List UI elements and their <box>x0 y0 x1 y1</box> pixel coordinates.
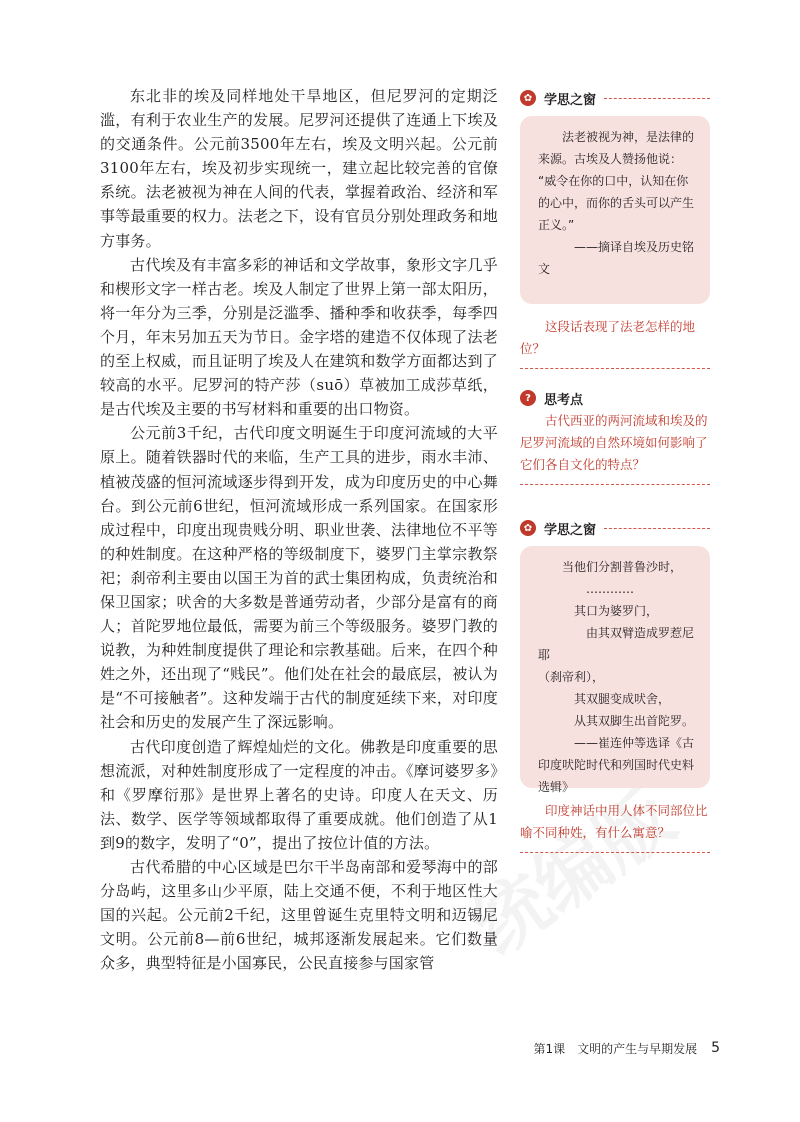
paragraph-egypt-politics: 东北非的埃及同样地处干旱地区，但尼罗河的定期泛滥，有利于农业生产的发展。尼罗河还提供了连通上下埃及的交通条件。公元前3500年左右，埃及文明兴起。公元前3100年左右，埃及初步实现统一，建立起比较完善的官僚系统。法老被视为神在人间的代表，掌握着政治、经济和军事等最重要的权力。法老之下，设有官员分别处理政务和地方事务。 <box>100 87 498 250</box>
sidebar-box-study-window-1 <box>520 88 710 369</box>
poem-line: 从其双脚生出首陀罗。 <box>574 714 695 728</box>
poem-line: 其双腿变成吠舍， <box>574 692 671 706</box>
sidebar-title: 学思之窗 <box>544 92 597 108</box>
sidebar-divider <box>520 368 710 369</box>
sidebar-divider <box>520 484 710 485</box>
sidebar-header <box>520 388 710 408</box>
poem-box <box>520 546 710 794</box>
main-text-column <box>100 84 498 975</box>
paragraph-india-caste: 公元前3千纪，古代印度文明诞生于印度河流域的大平原上。随着铁器时代的来临，生产工具的进步，雨水丰沛、植被茂盛的恒河流域逐步得到开发，成为印度历史的中心舞台。到公元前6世纪，恒河流域形成一系列国家。在国家形成过程中，印度出现贵贱分明、职业世袭、法律地位不平等的种姓制度。在这种严格的等级制度下，婆罗门主掌宗教祭祀；刹帝利主要由以国王为首的武士集团构成，负责统治和保卫国家；吠舍的大多数是普通劳动者，少部分是富有的商人；首陀罗地位最低，需要为前三个等级服务。婆罗门教的说教，为种姓制度提供了理论和宗教基础。后来，在四个种姓之外，还出现了“贱民”。他们处在社会的最底层，被认为是“不可接触者”。这种发端于古代的制度延续下来，对印度社会和历史的发展产生了深远影响。 <box>100 424 498 732</box>
page-number: 5 <box>711 1040 720 1056</box>
sidebar-title: 学思之窗 <box>544 522 597 538</box>
sidebar-box-think-point <box>520 388 710 485</box>
question-mark-icon: ? <box>520 390 536 406</box>
sidebar-divider <box>520 852 710 853</box>
paragraph-greece: 古代希腊的中心区域是巴尔干半岛南部和爱琴海中的部分岛屿，这里多山少平原，陆上交通不便，不利于地区性大国的兴起。公元前2千纪，这里曾诞生克里特文明和迈锡尼文明。公元前8—前6世纪，城邦逐渐发展起来。它们数量众多，典型特征是小国寡民，公民直接参与国家管 <box>100 858 498 973</box>
sidebar-header <box>520 88 710 108</box>
sidebar-header <box>520 518 710 538</box>
question-text: 这段话表现了法老怎样的地位？ <box>520 319 696 356</box>
poem-source: ——崔连仲等选译《古印度吠陀时代和列国时代史料选辑》 <box>538 736 695 794</box>
question-text: 古代西亚的两河流域和埃及的尼罗河流域的自然环境如何影响了它们各自文化的特点？ <box>520 413 708 472</box>
page-footer <box>480 1036 720 1060</box>
paragraph-india-culture: 古代印度创造了辉煌灿烂的文化。佛教是印度重要的思想流派，对种姓制度形成了一定程度的冲击。《摩诃婆罗多》和《罗摩衍那》是世界上著名的史诗。印度人在天文、历法、数学、医学等领域都取得了重要成就。他们创造了从1到9的数字，发明了“0”，提出了按位计值的方法。 <box>100 737 498 852</box>
chapter-title: 第1课 文明的产生与早期发展 <box>533 1041 698 1056</box>
sidebar-box-study-window-2 <box>520 518 710 853</box>
flower-icon: ✿ <box>520 90 536 106</box>
paragraph-egypt-culture: 古代埃及有丰富多彩的神话和文学故事，象形文字几乎和楔形文字一样古老。埃及人制定了世界上第一部太阳历，将一年分为三季，分别是泛滥季、播种季和收获季，每季四个月，年末另加五天为节日。金字塔的建造不仅体现了法老的至上权威，而且证明了埃及人在建筑和数学方面都达到了较高的水平。尼罗河的特产莎（suō）草被加工成莎草纸，是古代埃及主要的书写材料和重要的出口物资。 <box>100 255 498 419</box>
quote-box <box>520 116 710 304</box>
header-divider <box>604 98 710 99</box>
poem-line: 由其双臂造成罗惹尼耶 <box>538 626 695 662</box>
quote-text: 法老被视为神，是法律的来源。古埃及人赞扬他说： <box>538 130 695 166</box>
header-divider <box>604 528 710 529</box>
poem-line: ………… <box>586 582 634 596</box>
poem-line: 当他们分割普鲁沙时， <box>562 560 683 574</box>
quote-source: ——摘译自埃及历史铭文 <box>538 240 695 276</box>
poem-line: （刹帝利）， <box>538 670 605 684</box>
flower-icon: ✿ <box>520 520 536 536</box>
sidebar-title: 思考点 <box>544 392 584 408</box>
poem-line: 其口为婆罗门， <box>574 604 659 618</box>
question-text: 印度神话中用人体不同部位比喻不同种姓，有什么寓意？ <box>520 803 708 840</box>
quote-speech: “威令在你的口中，认知在你的心中，而你的舌头可以产生正义。” <box>538 174 695 232</box>
